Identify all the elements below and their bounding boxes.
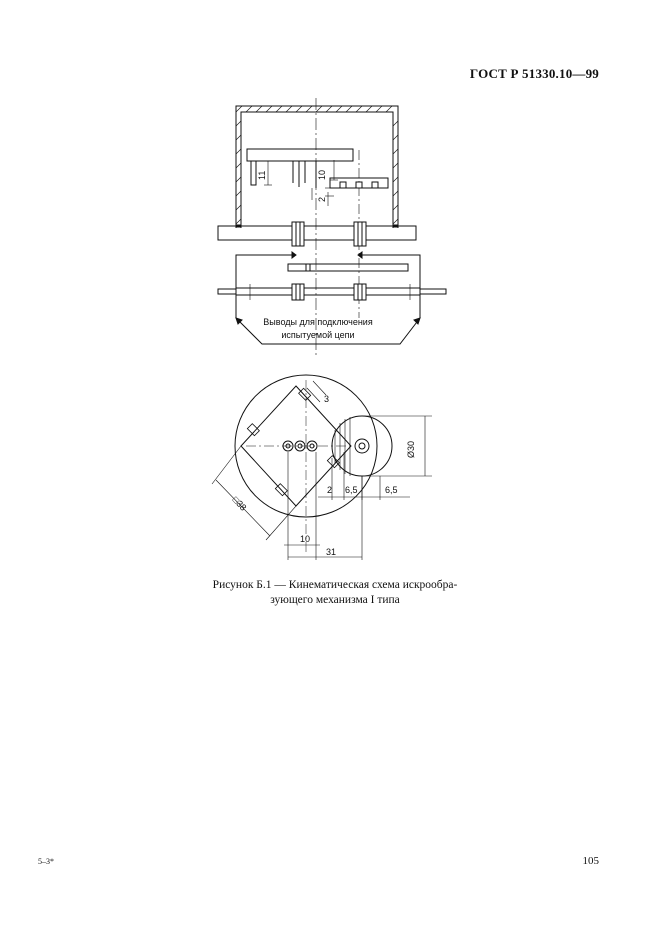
document-code: ГОСТ Р 51330.10—99 (469, 66, 599, 81)
dim-6-5-a: 6,5 (345, 485, 358, 495)
sheet-mark: 5–3* (38, 857, 54, 866)
dim-2-top: 2 (317, 196, 327, 202)
dim-10-top: 10 (317, 169, 327, 180)
leads-label-line1: Выводы для подключения (263, 317, 373, 327)
dim-6-5-b: 6,5 (385, 485, 398, 495)
leads-label-line2: испытуемой цепи (281, 330, 355, 340)
dim-31: 31 (326, 547, 337, 557)
page-number: 105 (582, 855, 599, 867)
dim-2-bottom: 2 (327, 485, 333, 495)
dim-11: 11 (257, 170, 267, 180)
enclosure (236, 106, 398, 228)
dim-10-bottom: 10 (300, 534, 311, 544)
dim-3: 3 (324, 394, 330, 404)
dim-square-38: □38 (230, 494, 249, 513)
holder-bar (247, 149, 353, 161)
figure-caption: Рисунок Б.1 — Кинематическая схема искрообра- зующего механизма I типа (212, 579, 458, 606)
base-plate (218, 222, 416, 246)
dim-d30: Ø30 (406, 440, 416, 458)
